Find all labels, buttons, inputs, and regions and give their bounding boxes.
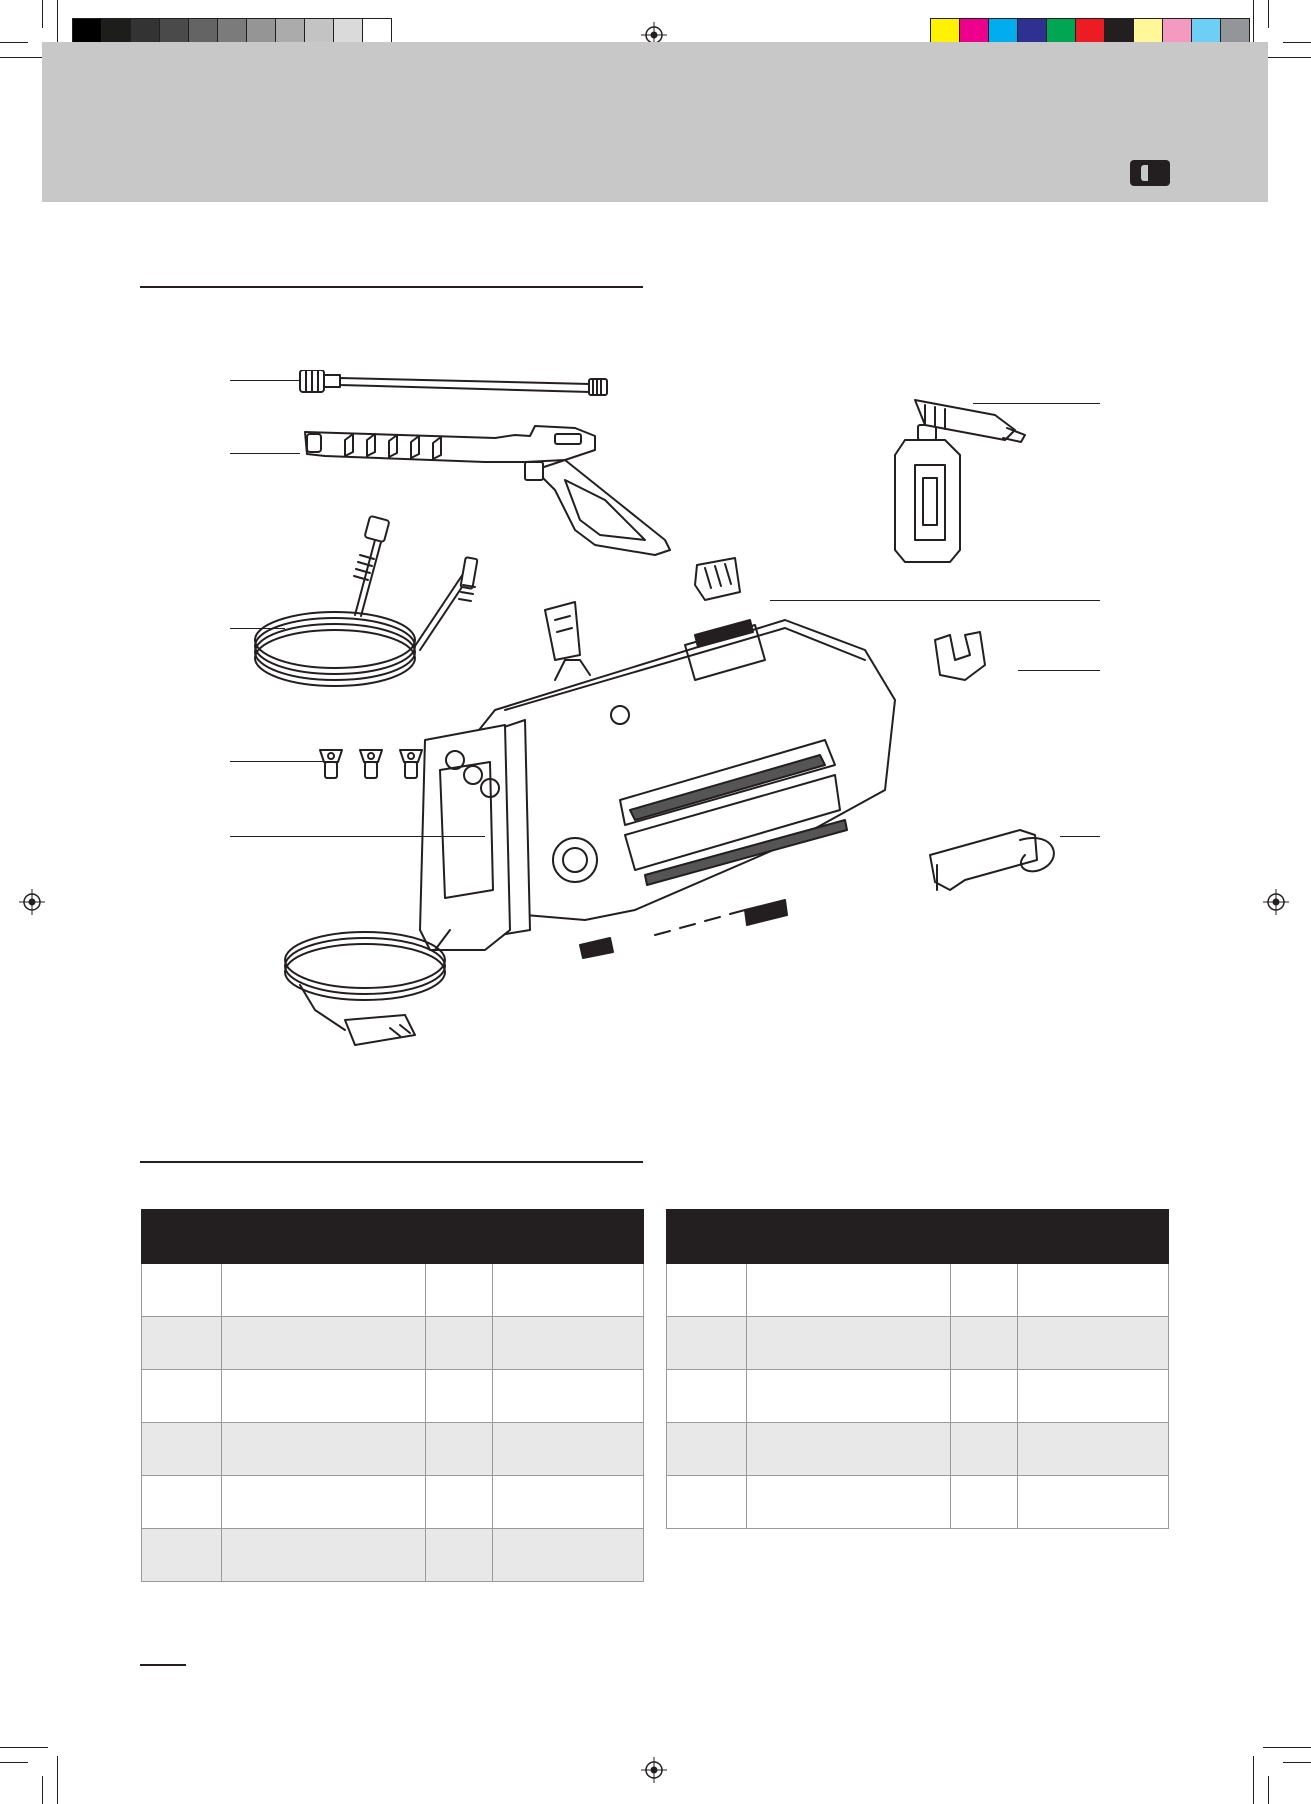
table-cell (1018, 1476, 1169, 1529)
parts-table-right (666, 1209, 1169, 1529)
pressure-washer-icon (420, 620, 895, 958)
table-cell (951, 1264, 1018, 1317)
table-cell (221, 1529, 426, 1582)
crop-mark (1268, 1776, 1269, 1804)
table-cell (493, 1317, 644, 1370)
table-row (667, 1423, 1169, 1476)
crop-mark (1263, 1747, 1311, 1748)
table-cell (426, 1476, 493, 1529)
table-cell (1018, 1370, 1169, 1423)
gun-holder-icon (695, 558, 740, 600)
nozzle-holder-icon (545, 602, 580, 660)
table-row (142, 1476, 644, 1529)
table-cell (1018, 1423, 1169, 1476)
footer-page-rule (140, 1664, 186, 1666)
table-row (667, 1317, 1169, 1370)
crop-mark (57, 0, 58, 48)
leader-line-gun-holder (770, 600, 1100, 601)
crop-mark (57, 1756, 58, 1804)
table-cell (142, 1476, 222, 1529)
table-cell (142, 1317, 222, 1370)
crop-mark (1253, 1756, 1254, 1804)
table-row (142, 1317, 644, 1370)
table-row (142, 1529, 644, 1582)
leader-line-nozzle-tips (230, 761, 325, 762)
crop-mark (0, 57, 48, 58)
registration-mark-left (19, 889, 45, 915)
crop-mark (0, 1747, 48, 1748)
table-cell (142, 1529, 222, 1582)
registration-mark-bottom (641, 1757, 667, 1783)
language-tab-icon (1130, 160, 1170, 186)
table-header-row (142, 1210, 644, 1264)
table-cell (493, 1264, 644, 1317)
table-cell (426, 1317, 493, 1370)
table-cell (667, 1423, 747, 1476)
table-cell (142, 1370, 222, 1423)
table-cell (221, 1476, 426, 1529)
table-cell (667, 1264, 747, 1317)
crop-mark (1263, 57, 1311, 58)
table-cell (221, 1370, 426, 1423)
table-cell (1018, 1264, 1169, 1317)
table-cell (221, 1317, 426, 1370)
leader-line-spray-gun (230, 453, 300, 454)
leader-line-lance (230, 380, 300, 381)
table-row (142, 1370, 644, 1423)
table-cell (426, 1529, 493, 1582)
table-cell (746, 1370, 951, 1423)
hose-reel-hook-icon (930, 830, 1054, 890)
table-cell (493, 1370, 644, 1423)
leader-line-main-unit (230, 836, 485, 837)
table-cell (667, 1317, 747, 1370)
table-cell (493, 1476, 644, 1529)
crop-mark (1268, 0, 1269, 28)
crop-mark (1283, 1762, 1311, 1763)
table-cell (426, 1423, 493, 1476)
section-rule-parts-list (140, 1161, 643, 1163)
table-cell (493, 1529, 644, 1582)
table-cell (667, 1370, 747, 1423)
table-cell (951, 1423, 1018, 1476)
table-cell (951, 1476, 1018, 1529)
table-cell (426, 1370, 493, 1423)
table-cell (746, 1264, 951, 1317)
lance-icon (300, 370, 607, 395)
table-cell (746, 1317, 951, 1370)
hose-icon (255, 516, 478, 686)
table-cell (426, 1264, 493, 1317)
crop-mark (1283, 42, 1311, 43)
leader-line-foam-bottle (973, 403, 1100, 404)
table-cell (221, 1423, 426, 1476)
table-row (667, 1264, 1169, 1317)
table-row (667, 1370, 1169, 1423)
table-cell (221, 1264, 426, 1317)
nozzle-tips-icon (320, 750, 422, 778)
table-row (142, 1423, 644, 1476)
parts-table-left (141, 1209, 644, 1582)
table-row (142, 1264, 644, 1317)
table-cell (142, 1264, 222, 1317)
table-cell (746, 1423, 951, 1476)
parts-illustration (225, 370, 1105, 1070)
section-rule-contents (140, 286, 643, 288)
leader-line-hose-hook (1060, 836, 1100, 837)
crop-mark (0, 1762, 28, 1763)
lance-holder-icon (935, 632, 985, 680)
crop-mark (0, 42, 28, 43)
table-cell (142, 1423, 222, 1476)
power-cable-icon (285, 930, 450, 1045)
table-cell (746, 1476, 951, 1529)
table-cell (667, 1476, 747, 1529)
table-cell (1018, 1317, 1169, 1370)
registration-mark-right (1263, 889, 1289, 915)
table-cell (493, 1423, 644, 1476)
crop-mark (42, 1776, 43, 1804)
foam-bottle-icon (895, 400, 1025, 562)
leader-line-hose (230, 628, 285, 629)
crop-mark (42, 0, 43, 28)
spray-gun-icon (305, 426, 670, 555)
table-row (667, 1476, 1169, 1529)
table-cell (951, 1317, 1018, 1370)
leader-line-lance-holder (1018, 670, 1100, 671)
header-band (42, 42, 1268, 202)
table-cell (951, 1370, 1018, 1423)
crop-mark (1253, 0, 1254, 48)
table-header-row (667, 1210, 1169, 1264)
